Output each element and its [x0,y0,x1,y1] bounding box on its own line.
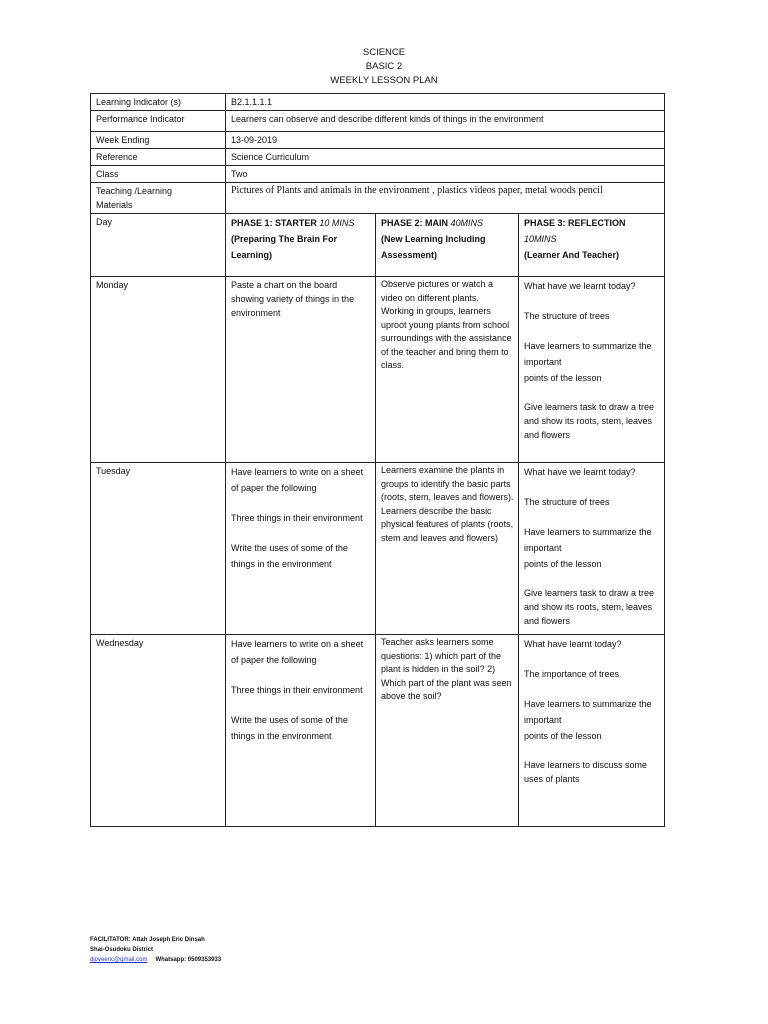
wednesday-day: Wednesday [91,635,226,827]
monday-phase3-points: points of the lesson [524,373,602,383]
wednesday-phase3-task: Have learners to discuss some uses of plants [524,760,648,784]
basic-level: BASIC 2 [365,61,403,72]
lesson-plan-table [90,93,665,827]
monday-phase2-text-1: Observe pictures or watch a video on different plants. [381,279,494,303]
facilitator-name: FACILITATOR: Attah Joseph Eric Dinsah [90,937,205,943]
performance-indicator-row [91,111,665,132]
week-ending-label: Week Ending [91,132,226,149]
tuesday-phase3-summarize: Have learners to summarize the important [524,527,652,553]
contact-line [90,955,221,965]
tuesday-phase3-task: Give learners task to draw a tree and show its roots, stem, leaves and flowers [524,588,655,626]
learning-indicator-value: B2.1.1.1.1 [226,94,665,111]
wednesday-phase2 [376,635,519,827]
monday-phase3-summarize: Have learners to summarize the important [524,341,652,367]
phase2-subtitle: (New Learning Including Assessment) [381,234,486,260]
materials-label-line2: Materials [96,200,133,210]
phase1-title: PHASE 1: STARTER [231,218,317,228]
class-row [91,166,665,183]
tuesday-phase2-text-2: Learners describe the basic physical features of plants (roots, stem and leaves and flowers) [381,505,514,543]
phase2-header [376,214,519,277]
monday-phase3-question: What have we learnt today? [524,281,636,291]
performance-indicator-value: Learners can observe and describe different kinds of things in the environment [226,111,665,132]
tuesday-phase1-text-3: Write the uses of some of the things in the environment [231,543,348,569]
wednesday-phase3-summarize: Have learners to summarize the important [524,699,652,725]
materials-row [91,183,665,214]
reference-value: Science Curriculum [226,149,665,166]
wednesday-phase1-text-2: Three things in their environment [231,685,363,695]
reference-row [91,149,665,166]
wednesday-phase1-text-3: Write the uses of some of the things in the environment [231,715,348,741]
tuesday-row [91,463,665,635]
wednesday-phase3-question: What have learnt today? [524,639,622,649]
monday-phase1 [226,277,376,463]
facilitator-footer [90,935,221,965]
phase1-time: 10 MINS [319,218,355,228]
wednesday-row [91,635,665,827]
tuesday-day: Tuesday [91,463,226,635]
email-link[interactable]: djoveeric@gmail.com [90,957,148,963]
materials-label-line1: Teaching /Learning [96,186,173,196]
tuesday-phase3-question: What have we learnt today? [524,467,636,477]
wednesday-phase2-text-2: Which part of the plant was seen above the soil? [381,677,512,701]
document-header [0,46,768,88]
phase3-header [519,214,665,277]
materials-label [91,183,226,214]
tuesday-phase3-points: points of the lesson [524,559,602,569]
phase3-subtitle: (Learner And Teacher) [524,250,620,260]
week-ending-value: 13-09-2019 [226,132,665,149]
monday-phase3-task: Give learners task to draw a tree and show its roots, stem, leaves and flowers [524,402,655,440]
learning-indicator-row [91,94,665,111]
materials-value: Pictures of Plants and animals in the environment , plastics videos paper, metal woods pencil [226,183,665,214]
tuesday-phase3-topic: The structure of trees [524,497,610,507]
subject-title: SCIENCE [362,47,406,58]
phase3-title: PHASE 3: REFLECTION [524,218,626,228]
whatsapp-number: Whatsapp: 0509353933 [155,957,222,963]
learning-indicator-label: Learning Indicator (s) [91,94,226,111]
tuesday-phase1-text-2: Three things in their environment [231,513,363,523]
phase1-subtitle: (Preparing The Brain For Learning) [231,234,338,260]
phase-header-row [91,214,665,277]
day-header: Day [91,214,226,277]
monday-phase1-text: Paste a chart on the board showing variety of things in the environment [231,280,355,318]
tuesday-phase3 [519,463,665,635]
tuesday-phase1 [226,463,376,635]
performance-indicator-label: Performance Indicator [91,111,226,132]
tuesday-phase1-text-1: Have learners to write on a sheet of paper the following [231,467,364,493]
monday-phase3 [519,277,665,463]
wednesday-phase1-text-1: Have learners to write on a sheet of paper the following [231,639,364,665]
reference-label: Reference [91,149,226,166]
monday-phase2-text-2: Working in groups, learners uproot young plants from school surroundings with the assistance of the teacher and bring them to class. [381,306,512,370]
wednesday-phase1 [226,635,376,827]
monday-day: Monday [91,277,226,463]
wednesday-phase2-text-1: Teacher asks learners some questions: 1) which part of the plant is hidden in the soil? 2) [381,637,502,674]
class-label: Class [91,166,226,183]
wednesday-phase3 [519,635,665,827]
phase2-title: PHASE 2: MAIN [381,218,449,228]
wednesday-phase3-topic: The importance of trees [524,669,620,679]
monday-phase3-topic: The structure of trees [524,311,610,321]
phase2-time: 40MINS [450,218,484,228]
district-name: Shai-Osudoku District [90,947,154,953]
monday-phase2 [376,277,519,463]
tuesday-phase2 [376,463,519,635]
monday-row [91,277,665,463]
week-ending-row [91,132,665,149]
plan-title: WEEKLY LESSON PLAN [330,75,438,86]
wednesday-phase3-points: points of the lesson [524,731,602,741]
phase3-time: 10MINS [524,234,557,244]
class-value: Two [226,166,665,183]
phase1-header [226,214,376,277]
tuesday-phase2-text-1: Learners examine the plants in groups to identify the basic parts (roots, stem, leaves and flowers). [381,465,514,502]
